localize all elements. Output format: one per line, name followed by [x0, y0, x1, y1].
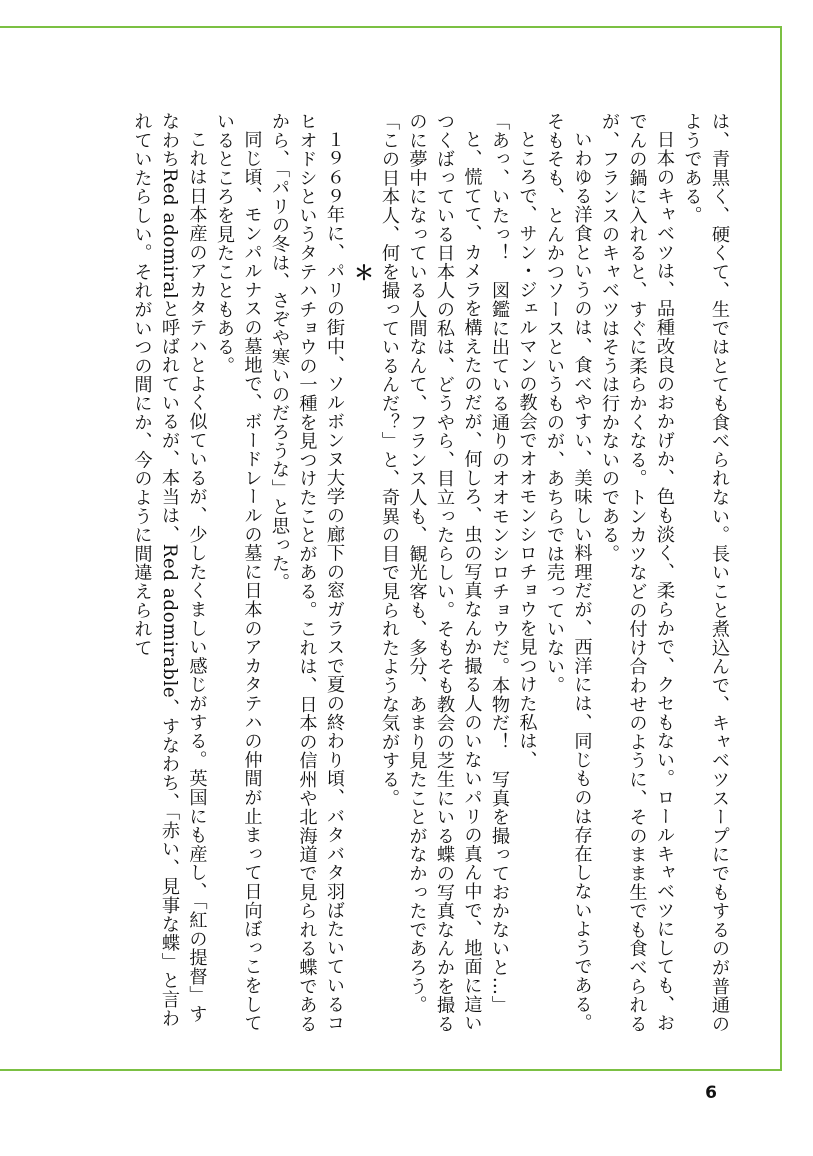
- paragraph-1: は、青黒く、硬くて、生ではとても食べられない。長いこと煮込んで、キャベツスープにでもするのが普通のようである。: [681, 112, 730, 1034]
- vertical-text-body: [93, 112, 733, 1042]
- paragraph-10: これは日本産のアカタテハとよく似ているが、少したくましい感じがする。英国にも産し、「紅の提督」すなわちRed adomiralと呼ばれているが、本当は、Red adomirable、すなわち、「赤い、見事な蝶」と言われていたらしい。それがいつの間にか、今のように間違えられて: [131, 112, 208, 1028]
- paragraph-5: 「あっ、いたっ！ 図鑑に出ている通りのオオモンシロチョウだ。本物だ！ 写真を撮っておかないと…」: [489, 112, 510, 1015]
- paragraph-4: ところで、サン・ジェルマンの教会でオオモンシロチョウを見つけた私は、: [516, 130, 538, 770]
- section-break-asterisk: ＊: [350, 262, 375, 283]
- paragraph-3: いわゆる洋食というのは、食べやすい、美味しい料理だが、西洋には、同じものは存在しないようである。そもそも、とんかつソースというものが、あちらでは売っていない。: [544, 112, 593, 1033]
- paragraph-2: 日本のキャベツは、品種改良のおかげか、色も淡く、柔らかで、クセもない。ロールキャベツにしても、おでんの鍋に入れると、すぐに柔らかくなる。トンカツなどの付け合わせのように、そのまま生でも食べられるが、フランスのキャベツはそうは行かないのである。: [599, 112, 675, 1034]
- paragraph-6: と、慌てて、カメラを構えたのだが、何しろ、虫の写真なんか撮る人のいないパリの真ん中で、地面に這いつくばっている日本人の私は、どうやら、目立ったらしい。そもそも教会の芝生にいる蝶の写真なんかを撮るのに夢中になっている人間なんて、フランス人も、観光客も、多分、あまり見たことがなかったであろう。「この日本人、何を撮っているんだ？」と、奇異の目で見られたような気がする。: [379, 112, 483, 1034]
- paragraph-9: 同じ頃、モンパルナスの墓地で、ボードレールの墓に日本のアカタテハの仲間が止まって日向ぼっこをしているところを見たこともある。: [214, 112, 263, 1033]
- paragraph-8: １９６９年に、パリの街中、ソルボンヌ大学の廊下の窓ガラスで夏の終わり頃、バタバタ羽ばたいているコヒオドシというタテハチョウの一種を見つけたことがある。これは、日本の信州や北海道で見られる蝶であるから、「パリの冬は、さぞや寒いのだろうな」と思った。: [269, 112, 345, 1034]
- page-number: 6: [705, 1083, 717, 1103]
